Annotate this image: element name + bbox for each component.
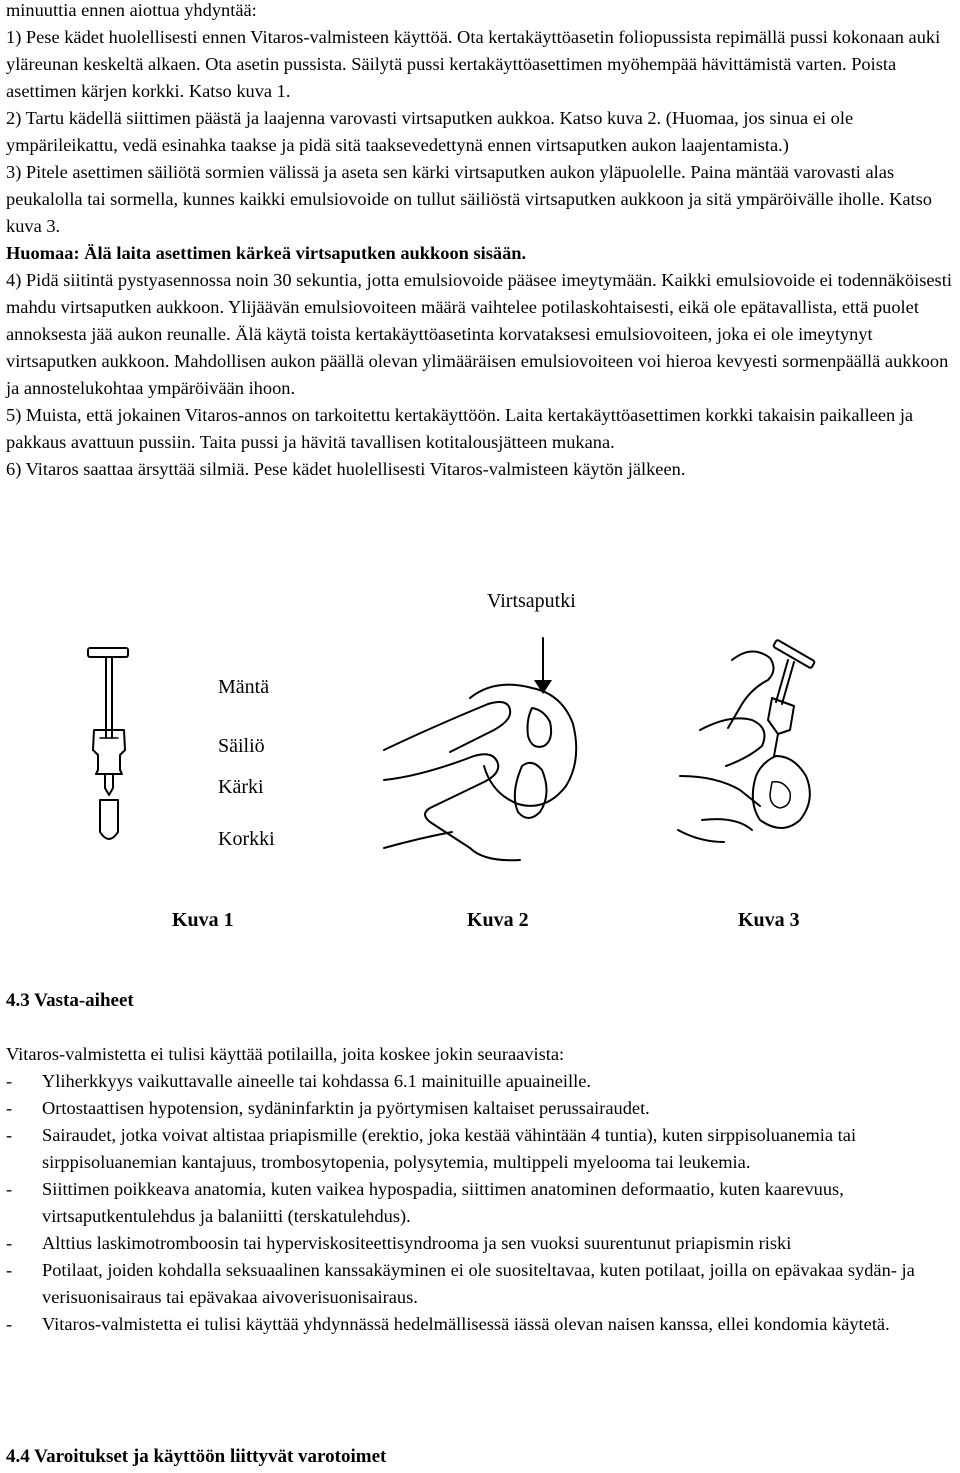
figure-illustrations xyxy=(0,580,960,950)
step-1: 1) Pese kädet huolellisesti ennen Vitaros-valmisteen käyttöä. Ota kertakäyttöasetin foliopussista repimällä pussi kokonaan auki yläreunan keskeltä alkaen. Ota asetin pussista. Säilytä pussi kertakäyttöasettimen myöhempää hävittämistä varten. Poista asettimen kärjen korkki. Katso kuva 1. xyxy=(6,27,941,101)
caption-kuva-2: Kuva 2 xyxy=(467,909,529,931)
hand-illustration-3 xyxy=(678,640,815,842)
step-5: 5) Muista, että jokainen Vitaros-annos on tarkoitettu kertakäyttöön. Laita kertakäyttöasettimen korkki takaisin paikalleen ja pakkaus avattuun pussiin. Taita pussi ja hävitä tavallisen kotitalousjätteen mukana. xyxy=(6,405,914,452)
label-karki: Kärki xyxy=(218,776,264,798)
list-item: - Potilaat, joiden kohdalla seksuaalinen kanssakäyminen ei ole suositeltavaa, kuten potilaat, joilla on epävakaa sydän- ja verisuonisairaus tai epävakaa aivoverisuonisairaus. xyxy=(6,1260,915,1307)
caption-kuva-1: Kuva 1 xyxy=(172,909,234,931)
step-4: 4) Pidä siitintä pystyasennossa noin 30 sekuntia, jotta emulsiovoide pääsee imeytymään. Kaikki emulsiovoide ei todennäköisesti mahdu virtsaputken aukkoon. Ylijäävän emulsiovoiteen määrä vaihtelee potilaskohtaisesti, eikä ole epätavallista, että puolet annoksesta jää aukon reunalle. Älä käytä toista kertakäyttöasetinta korvataksesi emulsiovoiteen, joka ei ole imeytynyt virtsaputken aukkoon. Mahdollisen aukon päällä olevan ylimääräisen emulsiovoiteen voi hieroa kevyesti sormenpäällä aukkoon ja annostelukohtaa ympäröivään ihoon. xyxy=(6,270,952,398)
instructions-intro: minuuttia ennen aiottua yhdyntää: xyxy=(6,0,257,20)
hand-illustration-2 xyxy=(384,638,576,860)
section-43-intro: Vitaros-valmistetta ei tulisi käyttää potilailla, joita koskee jokin seuraavista: xyxy=(6,1044,565,1064)
list-item: - Alttius laskimotromboosin tai hyperviskositeettisyndrooma ja sen vuoksi suurentunut priapismin riski xyxy=(6,1233,792,1253)
label-sailio: Säiliö xyxy=(218,735,265,757)
caption-kuva-3: Kuva 3 xyxy=(738,909,800,931)
section-43-heading: 4.3 Vasta-aiheet xyxy=(6,990,134,1011)
contraindications-list xyxy=(6,1068,956,1338)
section-44-heading: 4.4 Varoitukset ja käyttöön liittyvät varotoimet xyxy=(6,1446,387,1467)
applicator-illustration xyxy=(88,648,128,839)
list-item: - Ortostaattisen hypotension, sydäninfarktin ja pyörtymisen kaltaiset perussairaudet. xyxy=(6,1098,650,1118)
list-item: - Sairaudet, jotka voivat altistaa priapismille (erektio, joka kestää vähintään 4 tuntia), kuten sirppisoluanemia tai sirppisoluanemian kantajuus, trombosytopenia, polysytemia, multippeli myelooma tai leukemia. xyxy=(6,1125,857,1172)
list-item: - Vitaros-valmistetta ei tulisi käyttää yhdynnässä hedelmällisessä iässä olevan naisen kanssa, ellei kondomia käytetä. xyxy=(6,1314,890,1334)
list-item: - Siittimen poikkeava anatomia, kuten vaikea hypospadia, siittimen anatominen deformaatio, kuten kaarevuus, virtsaputkentulehdus ja balaniitti (terskatulehdus). xyxy=(6,1179,844,1226)
warning-note: Huomaa: Älä laita asettimen kärkeä virtsaputken aukkoon sisään. xyxy=(6,243,527,263)
step-3: 3) Pitele asettimen säiliötä sormien välissä ja aseta sen kärki virtsaputken aukon yläpuolelle. Paina mäntää varovasti alas peukalolla tai sormella, kunnes kaikki emulsiovoide on tullut säiliöstä virtsaputken aukkoon ja sitä ympäröivälle iholle. Katso kuva 3. xyxy=(6,162,932,236)
figure-area xyxy=(0,580,960,950)
step-6: 6) Vitaros saattaa ärsyttää silmiä. Pese kädet huolellisesti Vitaros-valmisteen käytön jälkeen. xyxy=(6,459,686,479)
label-mantta: Mäntä xyxy=(218,676,270,698)
list-item: - Yliherkkyys vaikuttavalle aineelle tai kohdassa 6.1 mainituille apuaineille. xyxy=(6,1071,591,1091)
label-korkki: Korkki xyxy=(218,828,275,850)
label-virtsaputki: Virtsaputki xyxy=(487,590,576,612)
step-2: 2) Tartu kädellä siittimen päästä ja laajenna varovasti virtsaputken aukkoa. Katso kuva 2. (Huomaa, jos sinua ei ole ympärileikattu, vedä esinahka taakse ja pidä sitä taaksevedettynä ennen virtsaputken aukon laajentamista.) xyxy=(6,108,854,155)
instructions-block xyxy=(6,0,958,483)
